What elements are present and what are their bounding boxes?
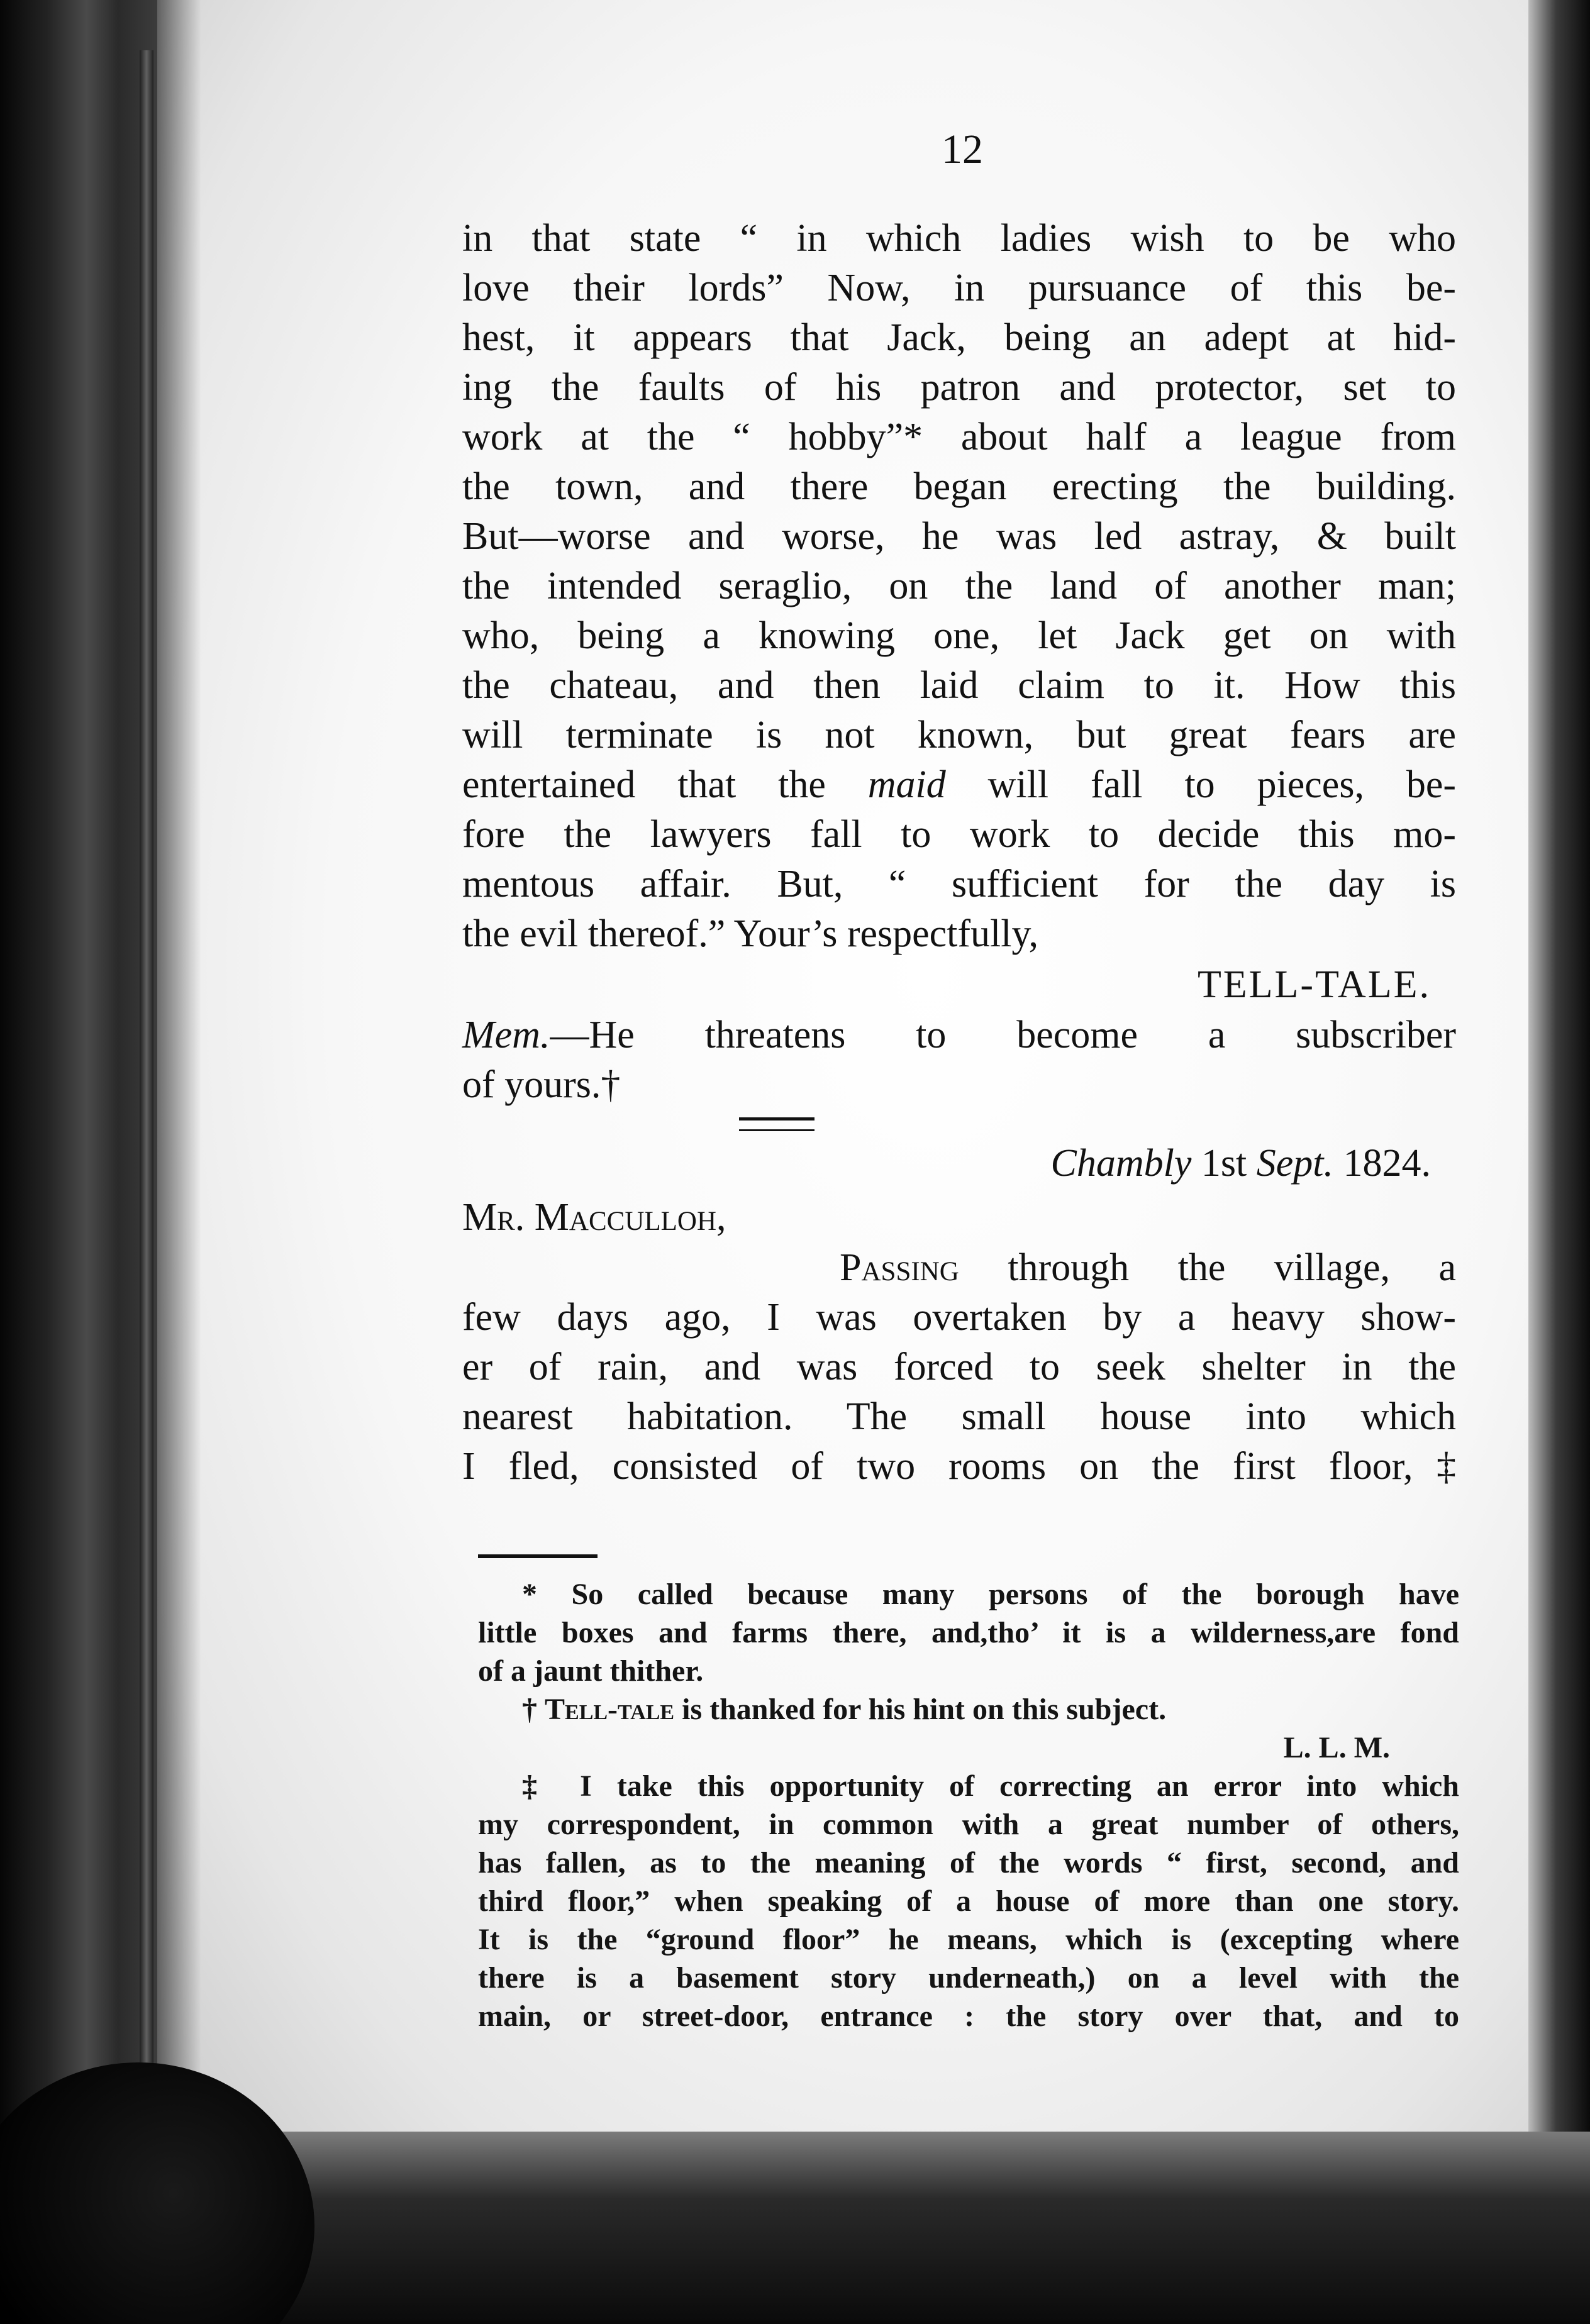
footnote-line: little boxes and farms there, and,tho’ it is a wilderness,are fond bbox=[478, 1616, 1459, 1649]
text-line: fore the lawyers fall to work to decide this mo- bbox=[462, 813, 1456, 856]
text-line: who, being a knowing one, let Jack get on with bbox=[462, 614, 1456, 657]
page-number: 12 bbox=[942, 126, 983, 172]
text-line: love their lords” Now, in pursuance of this be- bbox=[462, 267, 1456, 309]
footnote-line: main, or street-door, entrance : the story over that, and to bbox=[478, 2000, 1459, 2033]
text-line: few days ago, I was overtaken by a heavy show- bbox=[462, 1296, 1456, 1339]
tell-tale-name: Tell-tale bbox=[545, 1693, 675, 1726]
text-line: the town, and there began erecting the building. bbox=[462, 465, 1456, 508]
footnotes bbox=[478, 1575, 1459, 2035]
text-line: nearest habitation. The small house into which bbox=[462, 1395, 1456, 1438]
spine-shadow bbox=[140, 50, 153, 2201]
text-line: I fled, consisted of two rooms on the first floor,‡ bbox=[462, 1445, 1456, 1488]
text-line: mentous affair. But, “ sufficient for the day is bbox=[462, 863, 1456, 905]
body-text bbox=[462, 214, 1456, 1491]
footnote-line: ‡ I take this opportunity of correcting an error into which bbox=[522, 1769, 1459, 1803]
footnote-line: my correspondent, in common with a great number of others, bbox=[478, 1808, 1459, 1841]
footnote-line: of a jaunt thither. bbox=[478, 1654, 704, 1688]
footnote-line: It is the “ground floor” he means, which is (excepting where bbox=[478, 1923, 1459, 1956]
text-line: the evil thereof.” Your’s respectfully, bbox=[462, 912, 1038, 955]
dateline: Chambly 1st Sept. 1824. bbox=[1050, 1142, 1431, 1185]
salutation: Mr. Macculloh, bbox=[462, 1196, 726, 1239]
signature-tell-tale: TELL-TALE. bbox=[1197, 963, 1431, 1006]
text-line: Passing through the village, a bbox=[840, 1246, 1456, 1289]
text-line: the chateau, and then laid claim to it. How this bbox=[462, 664, 1456, 707]
section-divider bbox=[739, 1117, 814, 1131]
italic-word: maid bbox=[867, 763, 946, 806]
memo-line: Mem.—He threatens to become a subscriber bbox=[462, 1014, 1456, 1056]
gutter-shadow bbox=[157, 0, 201, 2157]
footnote-rule bbox=[478, 1554, 598, 1558]
footnote-line: has fallen, as to the meaning of the words “ first, second, and bbox=[478, 1846, 1459, 1879]
footnote-line: † Tell-tale is thanked for his hint on this subject. bbox=[522, 1693, 1167, 1726]
text-line: But—worse and worse, he was led astray, & built bbox=[462, 515, 1456, 558]
text-line: er of rain, and was forced to seek shelter in the bbox=[462, 1346, 1456, 1388]
text-line: ing the faults of his patron and protector, set to bbox=[462, 366, 1456, 409]
memo-label: Mem. bbox=[462, 1014, 550, 1056]
text-line: work at the “ hobby”* about half a league from bbox=[462, 416, 1456, 458]
drop-word: Passing bbox=[840, 1246, 959, 1289]
book-binding-edge bbox=[0, 0, 157, 2324]
right-page-edge bbox=[1528, 0, 1590, 2324]
memo-line: of yours.† bbox=[462, 1063, 621, 1106]
footnote-line: third floor,” when speaking of a house of more than one story. bbox=[478, 1884, 1459, 1918]
text-line: in that state “ in which ladies wish to be who bbox=[462, 217, 1456, 260]
footnote-line: there is a basement story underneath,) on a level with the bbox=[478, 1961, 1459, 1995]
text-line: hest, it appears that Jack, being an adept at hid- bbox=[462, 316, 1456, 359]
footnote-signature: L. L. M. bbox=[1283, 1731, 1390, 1764]
footnote-line: * So called because many persons of the borough have bbox=[522, 1578, 1459, 1611]
text-line: the intended seraglio, on the land of another man; bbox=[462, 565, 1456, 607]
text-line: entertained that the maid will fall to pieces, be- bbox=[462, 763, 1456, 806]
text-line: will terminate is not known, but great fears are bbox=[462, 714, 1456, 756]
